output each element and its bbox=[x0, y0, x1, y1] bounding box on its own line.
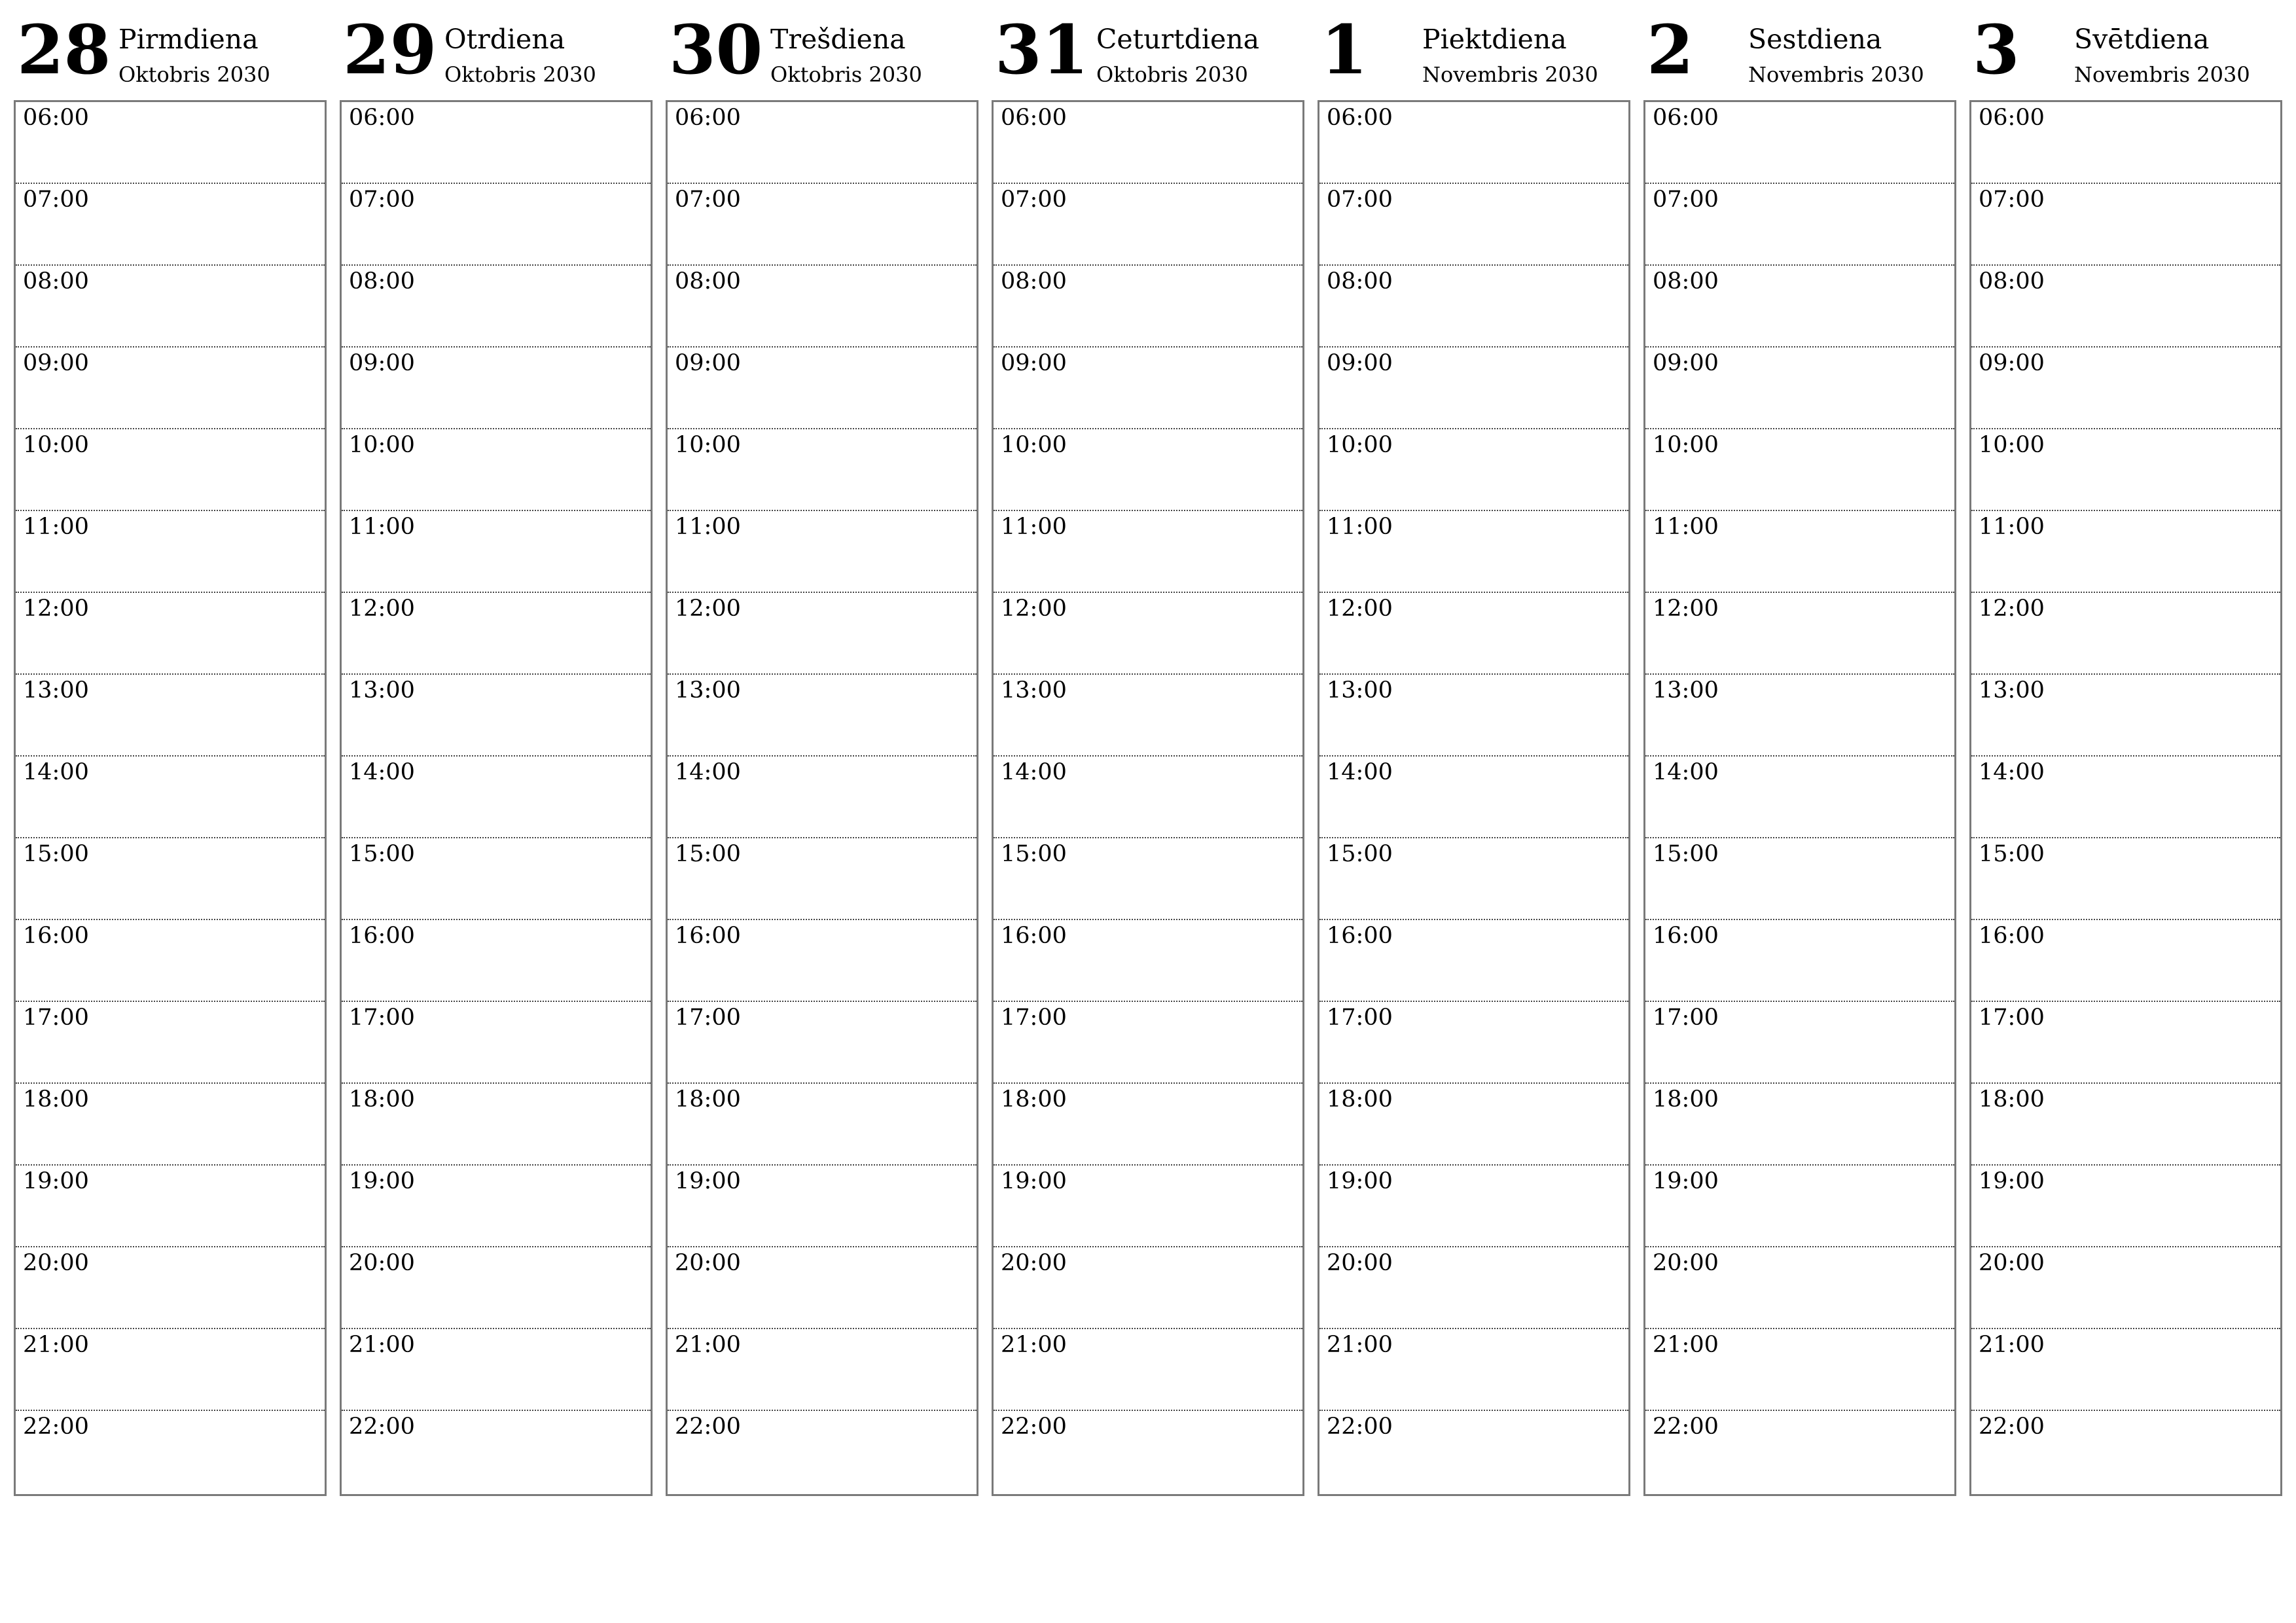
time-label: 14:00 bbox=[1653, 759, 1719, 785]
time-slot bbox=[1971, 1411, 2280, 1493]
time-slot bbox=[342, 348, 651, 429]
time-label: 18:00 bbox=[1327, 1086, 1393, 1113]
time-slot bbox=[1971, 348, 2280, 429]
time-label: 18:00 bbox=[1653, 1086, 1719, 1113]
time-slot bbox=[16, 1329, 325, 1411]
time-label: 20:00 bbox=[1327, 1250, 1393, 1276]
time-label: 15:00 bbox=[23, 841, 89, 867]
day-number: 29 bbox=[343, 10, 437, 90]
time-label: 17:00 bbox=[675, 1005, 741, 1031]
time-label: 10:00 bbox=[1653, 432, 1719, 458]
time-label: 16:00 bbox=[675, 923, 741, 949]
time-label: 10:00 bbox=[1979, 432, 2045, 458]
time-label: 21:00 bbox=[1327, 1332, 1393, 1358]
time-slot bbox=[994, 593, 1302, 675]
time-label: 06:00 bbox=[1327, 105, 1393, 131]
day-header bbox=[340, 0, 653, 100]
weekday-name: Trešdiena bbox=[770, 24, 906, 55]
time-label: 16:00 bbox=[23, 923, 89, 949]
time-slot bbox=[994, 266, 1302, 348]
time-label: 08:00 bbox=[675, 268, 741, 294]
time-slot bbox=[994, 1166, 1302, 1247]
day-number: 3 bbox=[1973, 10, 2020, 90]
month-year: Oktobris 2030 bbox=[444, 62, 596, 87]
time-slot bbox=[668, 757, 977, 838]
time-slot bbox=[1645, 757, 1954, 838]
time-slot bbox=[994, 757, 1302, 838]
time-slot bbox=[1645, 429, 1954, 511]
time-label: 22:00 bbox=[1327, 1414, 1393, 1440]
time-slot bbox=[668, 920, 977, 1002]
time-label: 14:00 bbox=[1979, 759, 2045, 785]
time-slot bbox=[16, 675, 325, 757]
time-slot bbox=[1971, 429, 2280, 511]
day-header bbox=[666, 0, 978, 100]
time-slot bbox=[342, 1002, 651, 1084]
time-label: 10:00 bbox=[349, 432, 415, 458]
time-label: 14:00 bbox=[1327, 759, 1393, 785]
time-label: 15:00 bbox=[349, 841, 415, 867]
time-label: 18:00 bbox=[23, 1086, 89, 1113]
time-slot bbox=[668, 1411, 977, 1493]
time-label: 18:00 bbox=[675, 1086, 741, 1113]
time-slot bbox=[668, 1166, 977, 1247]
time-label: 14:00 bbox=[23, 759, 89, 785]
time-label: 06:00 bbox=[1653, 105, 1719, 131]
time-slot bbox=[1319, 1247, 1628, 1329]
time-label: 22:00 bbox=[1653, 1414, 1719, 1440]
time-label: 09:00 bbox=[1327, 350, 1393, 376]
weekday-name: Pirmdiena bbox=[118, 24, 259, 55]
time-label: 14:00 bbox=[349, 759, 415, 785]
day-column bbox=[1643, 0, 1956, 1505]
time-label: 21:00 bbox=[675, 1332, 741, 1358]
day-schedule-box bbox=[1643, 100, 1956, 1496]
time-slot bbox=[16, 266, 325, 348]
day-schedule-box bbox=[666, 100, 978, 1496]
time-slot bbox=[342, 838, 651, 920]
time-label: 08:00 bbox=[1001, 268, 1067, 294]
time-label: 20:00 bbox=[1653, 1250, 1719, 1276]
time-slot bbox=[342, 511, 651, 593]
time-label: 16:00 bbox=[1327, 923, 1393, 949]
time-slot bbox=[16, 429, 325, 511]
month-year: Oktobris 2030 bbox=[118, 62, 270, 87]
time-slot bbox=[1319, 266, 1628, 348]
time-slot bbox=[342, 593, 651, 675]
time-label: 15:00 bbox=[1327, 841, 1393, 867]
time-label: 06:00 bbox=[1979, 105, 2045, 131]
time-slot bbox=[1319, 920, 1628, 1002]
day-header bbox=[992, 0, 1304, 100]
time-label: 17:00 bbox=[1327, 1005, 1393, 1031]
day-column bbox=[666, 0, 978, 1505]
time-slot bbox=[1971, 593, 2280, 675]
time-label: 18:00 bbox=[1001, 1086, 1067, 1113]
time-slot bbox=[668, 348, 977, 429]
time-slot bbox=[16, 511, 325, 593]
day-schedule-box bbox=[992, 100, 1304, 1496]
time-label: 15:00 bbox=[1979, 841, 2045, 867]
time-slot bbox=[1319, 429, 1628, 511]
time-slot bbox=[1971, 675, 2280, 757]
time-label: 17:00 bbox=[349, 1005, 415, 1031]
day-header bbox=[1643, 0, 1956, 100]
day-header bbox=[1969, 0, 2282, 100]
time-slot bbox=[16, 102, 325, 184]
day-column bbox=[1318, 0, 1630, 1505]
time-label: 08:00 bbox=[349, 268, 415, 294]
time-label: 20:00 bbox=[1001, 1250, 1067, 1276]
time-label: 12:00 bbox=[23, 596, 89, 622]
time-label: 09:00 bbox=[1979, 350, 2045, 376]
day-number: 30 bbox=[669, 10, 763, 90]
time-slot bbox=[668, 1084, 977, 1166]
month-year: Oktobris 2030 bbox=[770, 62, 922, 87]
time-label: 08:00 bbox=[1979, 268, 2045, 294]
time-slot bbox=[1319, 1084, 1628, 1166]
time-slot bbox=[16, 184, 325, 266]
time-label: 13:00 bbox=[1001, 677, 1067, 704]
time-slot bbox=[994, 1002, 1302, 1084]
time-slot bbox=[994, 838, 1302, 920]
time-label: 22:00 bbox=[1979, 1414, 2045, 1440]
time-label: 22:00 bbox=[675, 1414, 741, 1440]
time-label: 18:00 bbox=[1979, 1086, 2045, 1113]
time-slot bbox=[668, 593, 977, 675]
time-slot bbox=[1971, 1247, 2280, 1329]
time-label: 21:00 bbox=[23, 1332, 89, 1358]
time-slot bbox=[1319, 1329, 1628, 1411]
time-label: 12:00 bbox=[1653, 596, 1719, 622]
time-label: 15:00 bbox=[1653, 841, 1719, 867]
time-slot bbox=[1971, 102, 2280, 184]
time-slot bbox=[342, 1084, 651, 1166]
time-label: 18:00 bbox=[349, 1086, 415, 1113]
day-header bbox=[14, 0, 327, 100]
time-label: 19:00 bbox=[1001, 1168, 1067, 1194]
time-label: 07:00 bbox=[1653, 187, 1719, 213]
time-slot bbox=[994, 429, 1302, 511]
day-number: 2 bbox=[1647, 10, 1694, 90]
time-slot bbox=[342, 675, 651, 757]
time-label: 09:00 bbox=[23, 350, 89, 376]
time-label: 07:00 bbox=[1979, 187, 2045, 213]
time-slot bbox=[994, 511, 1302, 593]
time-slot bbox=[1645, 1084, 1954, 1166]
time-label: 21:00 bbox=[1001, 1332, 1067, 1358]
time-label: 17:00 bbox=[1001, 1005, 1067, 1031]
time-label: 22:00 bbox=[349, 1414, 415, 1440]
time-label: 17:00 bbox=[23, 1005, 89, 1031]
time-slot bbox=[668, 675, 977, 757]
day-schedule-box bbox=[14, 100, 327, 1496]
time-label: 11:00 bbox=[1653, 514, 1719, 540]
day-number: 28 bbox=[17, 10, 111, 90]
time-label: 10:00 bbox=[1001, 432, 1067, 458]
weekday-name: Otrdiena bbox=[444, 24, 565, 55]
time-label: 19:00 bbox=[349, 1168, 415, 1194]
time-label: 12:00 bbox=[349, 596, 415, 622]
time-label: 19:00 bbox=[23, 1168, 89, 1194]
time-label: 09:00 bbox=[1653, 350, 1719, 376]
time-slot bbox=[668, 1329, 977, 1411]
time-slot bbox=[668, 429, 977, 511]
time-slot bbox=[342, 920, 651, 1002]
time-slot bbox=[1971, 1329, 2280, 1411]
time-slot bbox=[994, 184, 1302, 266]
time-slot bbox=[1971, 1166, 2280, 1247]
time-label: 19:00 bbox=[1653, 1168, 1719, 1194]
day-column bbox=[14, 0, 327, 1505]
time-slot bbox=[16, 838, 325, 920]
time-label: 11:00 bbox=[1979, 514, 2045, 540]
time-label: 12:00 bbox=[1979, 596, 2045, 622]
time-slot bbox=[994, 1247, 1302, 1329]
day-column bbox=[340, 0, 653, 1505]
time-label: 12:00 bbox=[675, 596, 741, 622]
weekday-name: Svētdiena bbox=[2074, 24, 2210, 55]
time-slot bbox=[1645, 675, 1954, 757]
time-slot bbox=[1319, 757, 1628, 838]
time-label: 16:00 bbox=[1001, 923, 1067, 949]
time-label: 15:00 bbox=[675, 841, 741, 867]
weekday-name: Sestdiena bbox=[1748, 24, 1882, 55]
time-slot bbox=[342, 184, 651, 266]
time-label: 07:00 bbox=[349, 187, 415, 213]
time-slot bbox=[1645, 511, 1954, 593]
time-label: 21:00 bbox=[1653, 1332, 1719, 1358]
weekly-planner bbox=[14, 0, 2291, 1505]
time-label: 07:00 bbox=[23, 187, 89, 213]
time-slot bbox=[16, 1411, 325, 1493]
time-label: 13:00 bbox=[1327, 677, 1393, 704]
time-slot bbox=[1319, 838, 1628, 920]
time-label: 09:00 bbox=[349, 350, 415, 376]
time-slot bbox=[1319, 1411, 1628, 1493]
time-slot bbox=[1645, 1166, 1954, 1247]
time-label: 10:00 bbox=[675, 432, 741, 458]
time-slot bbox=[1645, 593, 1954, 675]
time-label: 13:00 bbox=[1979, 677, 2045, 704]
time-label: 17:00 bbox=[1653, 1005, 1719, 1031]
time-slot bbox=[16, 1247, 325, 1329]
time-slot bbox=[994, 1084, 1302, 1166]
time-slot bbox=[1971, 757, 2280, 838]
time-label: 09:00 bbox=[675, 350, 741, 376]
time-slot bbox=[342, 266, 651, 348]
time-slot bbox=[342, 1166, 651, 1247]
time-label: 20:00 bbox=[349, 1250, 415, 1276]
time-slot bbox=[16, 757, 325, 838]
day-header bbox=[1318, 0, 1630, 100]
time-slot bbox=[1319, 593, 1628, 675]
month-year: Oktobris 2030 bbox=[1096, 62, 1248, 87]
time-label: 08:00 bbox=[1327, 268, 1393, 294]
time-label: 15:00 bbox=[1001, 841, 1067, 867]
time-label: 16:00 bbox=[1653, 923, 1719, 949]
time-label: 17:00 bbox=[1979, 1005, 2045, 1031]
time-slot bbox=[1319, 675, 1628, 757]
time-slot bbox=[1971, 511, 2280, 593]
time-slot bbox=[342, 429, 651, 511]
day-schedule-box bbox=[1318, 100, 1630, 1496]
time-slot bbox=[668, 266, 977, 348]
time-slot bbox=[1645, 920, 1954, 1002]
time-label: 19:00 bbox=[675, 1168, 741, 1194]
time-slot bbox=[342, 1329, 651, 1411]
day-column bbox=[1969, 0, 2282, 1505]
time-slot bbox=[342, 1411, 651, 1493]
time-label: 12:00 bbox=[1001, 596, 1067, 622]
time-slot bbox=[16, 1166, 325, 1247]
time-slot bbox=[342, 1247, 651, 1329]
time-label: 19:00 bbox=[1327, 1168, 1393, 1194]
time-slot bbox=[668, 1002, 977, 1084]
time-label: 16:00 bbox=[349, 923, 415, 949]
time-slot bbox=[1645, 1002, 1954, 1084]
time-slot bbox=[668, 838, 977, 920]
time-label: 12:00 bbox=[1327, 596, 1393, 622]
time-slot bbox=[1645, 1329, 1954, 1411]
time-label: 06:00 bbox=[349, 105, 415, 131]
time-slot bbox=[1971, 1084, 2280, 1166]
time-label: 21:00 bbox=[349, 1332, 415, 1358]
time-slot bbox=[994, 102, 1302, 184]
time-label: 13:00 bbox=[675, 677, 741, 704]
time-label: 06:00 bbox=[675, 105, 741, 131]
time-slot bbox=[994, 920, 1302, 1002]
time-label: 13:00 bbox=[349, 677, 415, 704]
time-label: 11:00 bbox=[675, 514, 741, 540]
time-label: 11:00 bbox=[1327, 514, 1393, 540]
time-slot bbox=[668, 102, 977, 184]
day-schedule-box bbox=[340, 100, 653, 1496]
time-slot bbox=[16, 1002, 325, 1084]
day-schedule-box bbox=[1969, 100, 2282, 1496]
time-slot bbox=[1645, 266, 1954, 348]
time-slot bbox=[1645, 348, 1954, 429]
time-slot bbox=[994, 1411, 1302, 1493]
time-label: 11:00 bbox=[349, 514, 415, 540]
time-label: 08:00 bbox=[23, 268, 89, 294]
month-year: Novembris 2030 bbox=[1748, 62, 1924, 87]
month-year: Novembris 2030 bbox=[1422, 62, 1598, 87]
time-slot bbox=[668, 511, 977, 593]
time-slot bbox=[16, 593, 325, 675]
time-label: 22:00 bbox=[23, 1414, 89, 1440]
time-slot bbox=[1319, 1002, 1628, 1084]
time-label: 20:00 bbox=[23, 1250, 89, 1276]
time-label: 07:00 bbox=[675, 187, 741, 213]
time-slot bbox=[1645, 838, 1954, 920]
day-number: 1 bbox=[1321, 10, 1368, 90]
time-label: 09:00 bbox=[1001, 350, 1067, 376]
time-slot bbox=[1319, 511, 1628, 593]
time-label: 14:00 bbox=[1001, 759, 1067, 785]
time-label: 22:00 bbox=[1001, 1414, 1067, 1440]
time-label: 13:00 bbox=[23, 677, 89, 704]
time-label: 06:00 bbox=[1001, 105, 1067, 131]
time-slot bbox=[16, 348, 325, 429]
time-slot bbox=[1645, 1247, 1954, 1329]
time-label: 10:00 bbox=[23, 432, 89, 458]
time-slot bbox=[1319, 102, 1628, 184]
time-slot bbox=[16, 1084, 325, 1166]
time-label: 19:00 bbox=[1979, 1168, 2045, 1194]
time-slot bbox=[342, 102, 651, 184]
weekday-name: Ceturtdiena bbox=[1096, 24, 1260, 55]
time-slot bbox=[1645, 1411, 1954, 1493]
time-slot bbox=[1319, 184, 1628, 266]
time-slot bbox=[994, 675, 1302, 757]
time-slot bbox=[1971, 184, 2280, 266]
time-slot bbox=[994, 348, 1302, 429]
time-label: 11:00 bbox=[1001, 514, 1067, 540]
time-label: 14:00 bbox=[675, 759, 741, 785]
time-label: 20:00 bbox=[1979, 1250, 2045, 1276]
time-slot bbox=[16, 920, 325, 1002]
time-label: 11:00 bbox=[23, 514, 89, 540]
time-label: 21:00 bbox=[1979, 1332, 2045, 1358]
month-year: Novembris 2030 bbox=[2074, 62, 2250, 87]
day-number: 31 bbox=[995, 10, 1089, 90]
time-slot bbox=[668, 184, 977, 266]
time-slot bbox=[1971, 920, 2280, 1002]
time-slot bbox=[1645, 102, 1954, 184]
time-label: 20:00 bbox=[675, 1250, 741, 1276]
weekday-name: Piektdiena bbox=[1422, 24, 1567, 55]
time-label: 08:00 bbox=[1653, 268, 1719, 294]
time-label: 07:00 bbox=[1001, 187, 1067, 213]
time-label: 06:00 bbox=[23, 105, 89, 131]
time-slot bbox=[1645, 184, 1954, 266]
time-slot bbox=[994, 1329, 1302, 1411]
time-label: 07:00 bbox=[1327, 187, 1393, 213]
day-column bbox=[992, 0, 1304, 1505]
time-label: 10:00 bbox=[1327, 432, 1393, 458]
time-slot bbox=[1319, 348, 1628, 429]
time-slot bbox=[668, 1247, 977, 1329]
time-slot bbox=[1971, 1002, 2280, 1084]
time-label: 16:00 bbox=[1979, 923, 2045, 949]
time-label: 13:00 bbox=[1653, 677, 1719, 704]
time-slot bbox=[1319, 1166, 1628, 1247]
time-slot bbox=[1971, 266, 2280, 348]
time-slot bbox=[1971, 838, 2280, 920]
time-slot bbox=[342, 757, 651, 838]
